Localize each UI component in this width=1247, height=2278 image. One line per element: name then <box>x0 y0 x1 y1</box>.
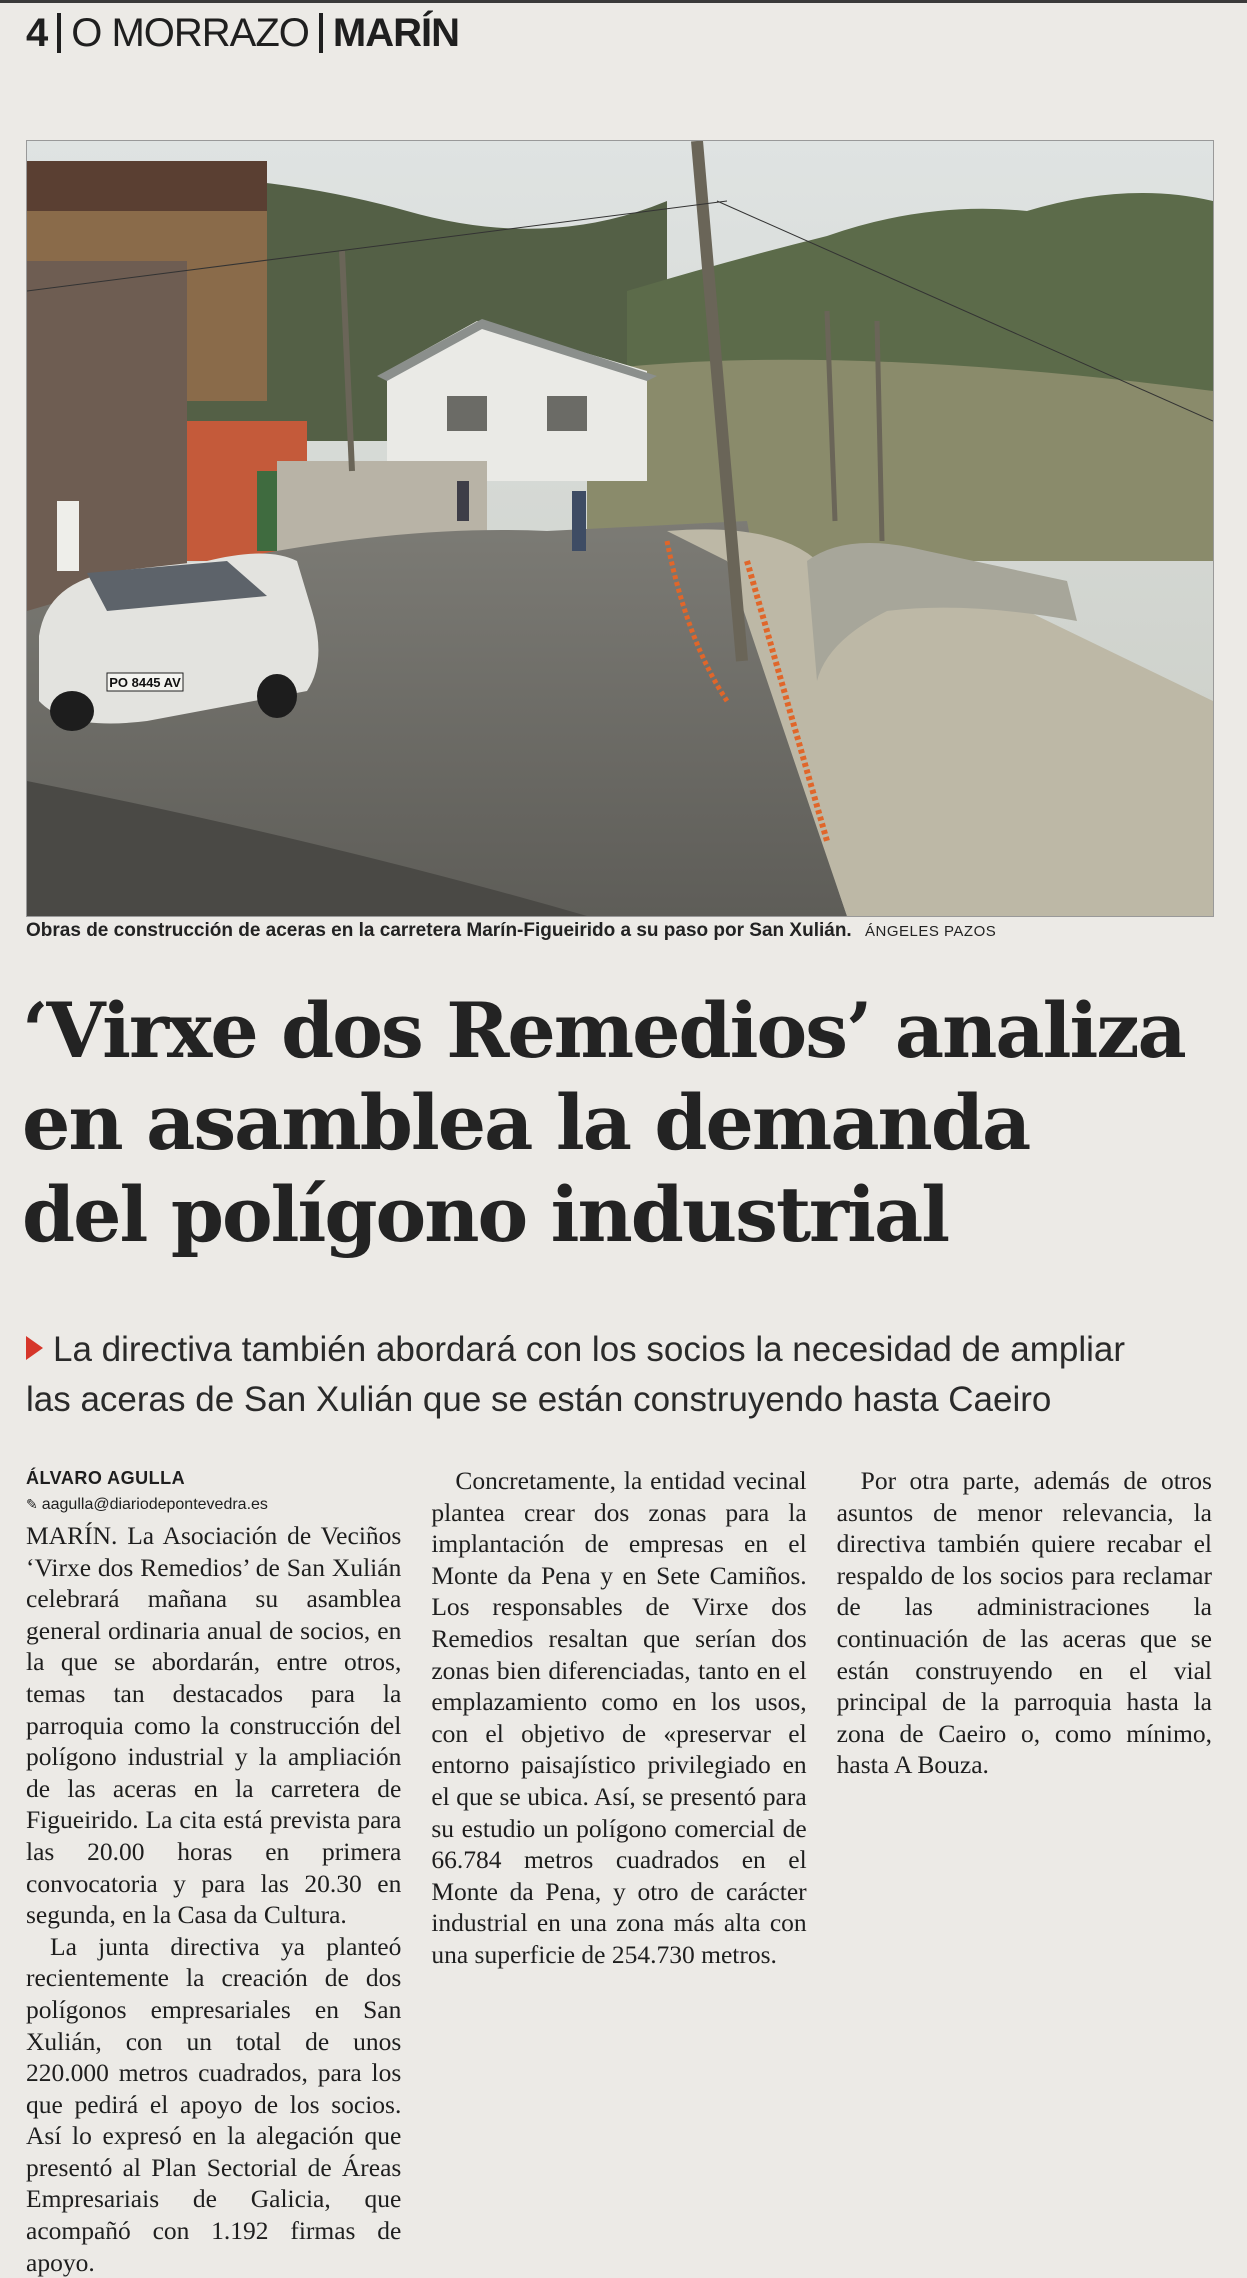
caption-text: Obras de construcción de aceras en la carretera Marín-Figueirido a su paso por San Xulián. <box>26 920 852 941</box>
column-2 <box>431 1465 806 2025</box>
column-3 <box>837 1465 1212 2025</box>
red-arrow-icon <box>26 1336 43 1360</box>
author-email <box>26 1491 401 1518</box>
headline <box>22 985 1222 1261</box>
headline-line-1: ‘Virxe dos Remedios’ analiza <box>22 986 1185 1075</box>
subhead-line-2: las aceras de San Xulián que se están construyendo hasta Caeiro <box>26 1380 1052 1419</box>
author-name: ÁLVARO AGULLA <box>26 1468 186 1488</box>
photo-caption <box>26 920 1212 942</box>
photo-credit: ÁNGELES PAZOS <box>864 923 997 940</box>
paragraph-4: Por otra parte, además de otros asuntos de menor relevancia, la directiva también quiere recabar el respaldo de los socios para reclamar de las administraciones la continuación de las aceras que se están construyendo en el vial principal de la parroquia hasta la zona de Caeiro o, como mínimo, hasta A Bouza. <box>836 1466 1212 1780</box>
roadworks-photo <box>27 141 1213 916</box>
section-name: O MORRAZO <box>71 10 309 55</box>
top-rule <box>0 0 1247 3</box>
headline-line-3: del polígono industrial <box>22 1170 949 1259</box>
paragraph-2: La junta directiva ya planteó recientemente la creación de dos polígonos empresariales en San Xulián, con un total de unos 220.000 metros cuadrados, para los que pedirá el apoyo de los socios. Así lo expresó en la alegación que presentó al Plan Sectorial de Áreas Empresariais de Galicia, que acompañó con 1.192 firmas de apoyo. <box>26 1931 402 2277</box>
page-header <box>26 8 459 58</box>
column-1 <box>26 1465 402 2277</box>
subhead-line-1: La directiva también abordará con los socios la necesidad de ampliar <box>53 1330 1125 1369</box>
page-number: 4 <box>26 10 48 55</box>
subheadline <box>26 1325 1216 1425</box>
author-email-text: aagulla@diariodepontevedra.es <box>41 1496 268 1513</box>
news-photo <box>26 140 1214 917</box>
license-plate: PO 8445 AV <box>109 675 181 690</box>
paragraph-1: MARÍN. La Asociación de Veciños ‘Virxe dos Remedios’ de San Xulián celebrará mañana su asamblea general ordinaria anual de socios, en la que se abordarán, entre otros, temas tan destacados para la parroquia como la construcción del polígono industrial y la ampliación de las aceras en la carretera de Figueirido. La cita está prevista para las 20.00 horas en primera convocatoria y para las 20.30 en segunda, en la Casa da Cultura. <box>26 1521 402 1930</box>
header-divider <box>319 13 323 53</box>
city-name: MARÍN <box>332 10 460 55</box>
paragraph-3: Concretamente, la entidad vecinal plantea crear dos zonas para la implantación de empresas en el Monte da Pena y en Sete Camiños. Los responsables de Virxe dos Remedios resaltan que serían dos zonas bien diferenciadas, tanto en el emplazamiento como en los usos, con el objetivo de «preservar el entorno paisajístico privilegiado en el que se ubica. Así, se presentó para su estudio un polígono comercial de 66.784 metros cuadrados en el Monte da Pena, y otro de carácter industrial en una zona más alta con una superficie de 254.730 metros. <box>431 1466 807 1969</box>
headline-line-2: en asamblea la demanda <box>22 1078 1030 1167</box>
pen-icon: ✎ <box>26 1496 38 1512</box>
article-body <box>26 1465 1212 2277</box>
header-divider <box>57 13 61 53</box>
